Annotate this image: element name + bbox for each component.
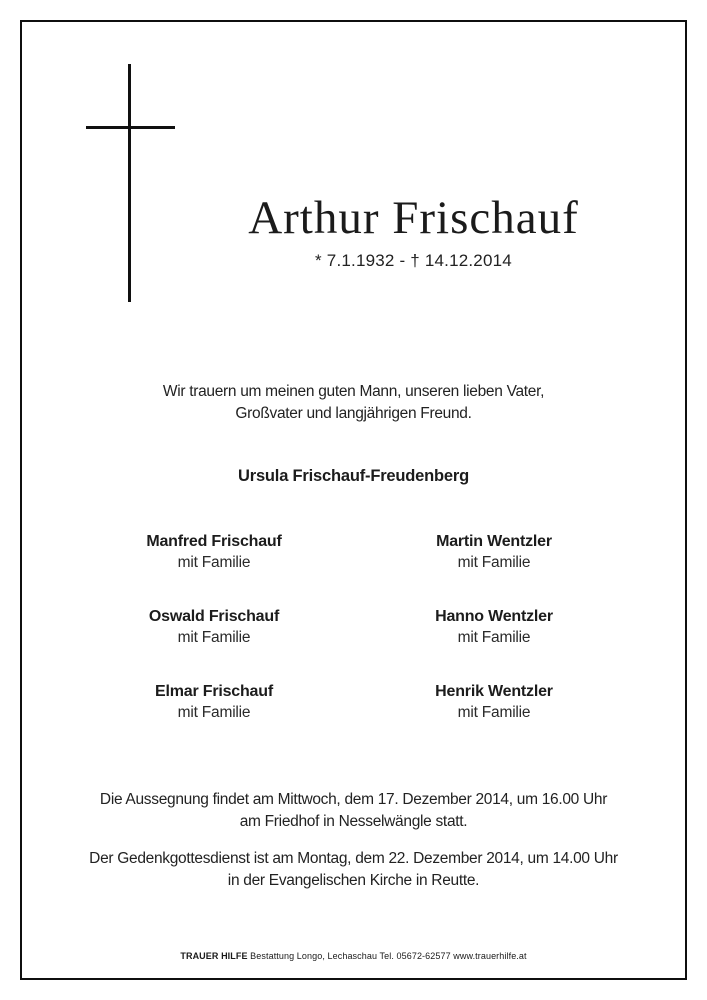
mourner-entry — [74, 681, 354, 723]
mourner-family-suffix: mit Familie — [177, 704, 251, 721]
mourner-family-suffix: mit Familie — [457, 704, 531, 721]
aussegnung-notice — [0, 789, 707, 832]
cross-horizontal-bar-icon — [86, 126, 175, 129]
mourning-text-line-2: Großvater und langjährigen Freund. — [235, 405, 472, 422]
mourner-family-suffix: mit Familie — [177, 629, 251, 646]
aussegnung-line-1: Die Aussegnung findet am Mittwoch, dem 17. Dezember 2014, um 16.00 Uhr — [99, 791, 608, 808]
gedenkgottesdienst-notice — [0, 848, 707, 891]
mourner-entry — [354, 606, 634, 648]
mourning-text-line-1: Wir trauern um meinen guten Mann, unseren lieben Vater, — [162, 383, 545, 400]
mourner-entry — [74, 531, 354, 573]
mourner-entry — [354, 531, 634, 573]
mourner-family-suffix: mit Familie — [177, 554, 251, 571]
mourner-name: Hanno Wentzler — [435, 608, 553, 625]
life-dates: * 7.1.1932 - † 14.12.2014 — [315, 251, 512, 270]
deceased-name: Arthur Frischauf — [248, 192, 579, 244]
card-border — [20, 20, 687, 980]
mourning-text — [0, 381, 707, 425]
funeral-home-brand: TRAUER HILFE — [180, 951, 248, 961]
funeral-home-footer — [0, 950, 707, 962]
mourner-entry — [74, 606, 354, 648]
mourner-name: Martin Wentzler — [436, 533, 552, 550]
mourner-name: Elmar Frischauf — [155, 683, 273, 700]
gedenkgottesdienst-line-1: Der Gedenkgottesdienst ist am Montag, dem 22. Dezember 2014, um 14.00 Uhr — [89, 850, 618, 867]
aussegnung-line-2: am Friedhof in Nesselwängle statt. — [239, 812, 468, 830]
mourner-name: Oswald Frischauf — [148, 608, 280, 625]
mourners-list — [74, 531, 634, 723]
mourner-family-suffix: mit Familie — [457, 554, 531, 571]
mourner-name: Manfred Frischauf — [146, 533, 282, 550]
gedenkgottesdienst-line-2: in der Evangelischen Kirche in Reutte. — [227, 871, 480, 889]
spouse-name: Ursula Frischauf-Freudenberg — [238, 467, 469, 485]
mourner-name: Henrik Wentzler — [435, 683, 553, 700]
mourner-entry — [354, 681, 634, 723]
mourner-family-suffix: mit Familie — [457, 629, 531, 646]
funeral-home-info: Bestattung Longo, Lechaschau Tel. 05672-62577 www.trauerhilfe.at — [247, 951, 527, 961]
